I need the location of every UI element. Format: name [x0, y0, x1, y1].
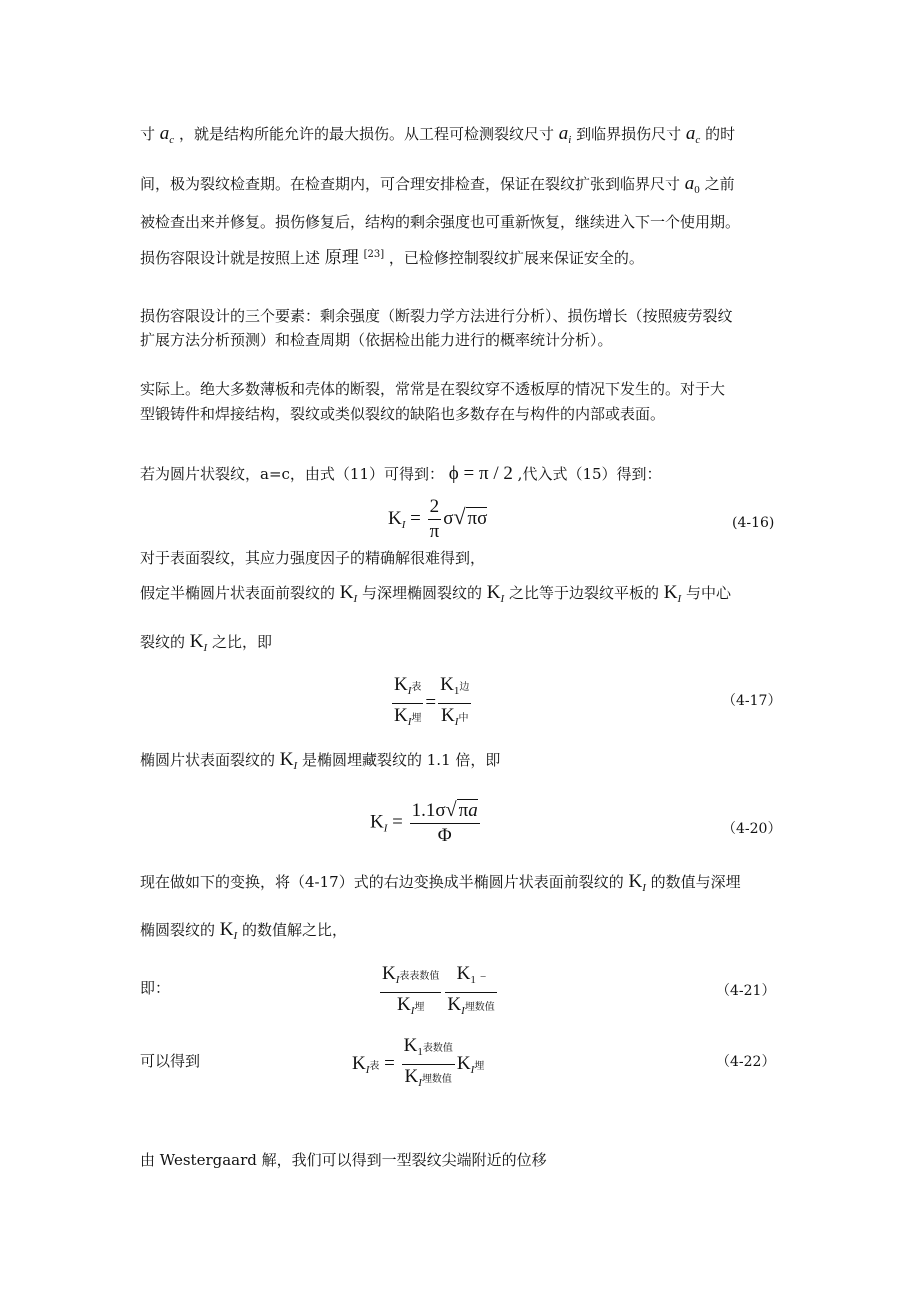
p1-line4: 损伤容限设计就是按照上述 原理 [23] ，已检修控制裂纹扩展来保证安全的。 — [140, 248, 644, 268]
p7-line1: 现在做如下的变换，将（4-17）式的右边变换成半椭圆片状表面前裂纹的 $K_I$ 的数值与深埋 — [140, 871, 741, 894]
eq21-label: 即： — [140, 979, 171, 997]
math-k-i: $K_I$ — [486, 582, 505, 605]
p3-line2: 型锻铸件和焊接结构，裂纹或类似裂纹的缺陷也多数存在与构件的内部或表面。 — [140, 405, 666, 423]
math-k-i: $K_I$ — [339, 582, 358, 605]
equation-number-4-20: （4-20） — [722, 821, 782, 837]
equation-number-4-16: (4-16) — [732, 515, 775, 531]
equation-4-17: $\frac{K_I表}{K_I埋}$ = $\frac{K_1边}{K_I中}$ — [394, 674, 470, 728]
p5-line1: 对于表面裂纹，其应力强度因子的精确解很难得到， — [140, 549, 486, 567]
math-k-i: $K_I$ — [219, 919, 238, 942]
p2-line2: 扩展方法分析预测）和检查周期（依据检出能力进行的概率统计分析）。 — [140, 331, 613, 349]
p8-line: 由 Westergaard 解，我们可以得到一型裂纹尖端附近的位移 — [140, 1151, 547, 1169]
p2-line1: 损伤容限设计的三个要素：剩余强度（断裂力学方法进行分析）、损伤增长（按照疲劳裂纹 — [140, 307, 733, 325]
p1-line1: 寸 $a_c$ ，就是结构所能允许的最大损伤。从工程可检测裂纹尺寸 $a_i$ 到临界损伤尺寸 $a_c$ 的时 — [140, 123, 736, 146]
p4-line1: 若为圆片状裂纹，a=c，由式（11）可得到： ϕ = π / 2 ,代入式（15）得到： — [140, 463, 662, 484]
equation-4-20: $K_I$ = $\frac{1.1\sigma√ \pi a}{\Phi}$ — [370, 799, 478, 846]
math-k-i: $K_I$ — [628, 871, 646, 894]
p1-line2: 间，极为裂纹检查期。在检查期内，可合理安排检查，保证在裂纹扩张到临界尺寸 $a_0$ 之前 — [140, 173, 735, 196]
equation-number-4-17: （4-17） — [722, 693, 782, 709]
math-a-c-2: $a_c$ — [685, 123, 701, 146]
math-a-i: $a_i$ — [558, 123, 572, 146]
p6-line: 椭圆片状表面裂纹的 $K_I$ 是椭圆埋藏裂纹的 1.1 倍，即 — [140, 749, 501, 772]
p5-line3: 裂纹的 $K_I$ 之比，即 — [140, 631, 272, 654]
p7-line2: 椭圆裂纹的 $K_I$ 的数值解之比， — [140, 919, 347, 942]
equation-4-22: $K_I$表 = $\frac{K_1表数值}{K_I埋数值}$ $K_I$埋 — [352, 1035, 485, 1089]
math-k-i: $K_I$ — [663, 582, 682, 605]
equation-number-4-21: （4-21） — [716, 983, 776, 999]
math-a-0: $a_0$ — [684, 173, 700, 196]
math-a-c: $a_c$ — [159, 123, 175, 146]
math-k-i: $K_I$ — [189, 631, 208, 654]
equation-number-4-22: （4-22） — [716, 1054, 776, 1070]
p1-line3: 被检查出来并修复。损伤修复后，结构的剩余强度也可重新恢复，继续进入下一个使用期。 — [140, 213, 741, 231]
equation-4-16: $K_I$ = $\frac{2}{\pi}$ σ√ πσ — [388, 496, 488, 542]
math-k-i: $K_I$ — [279, 749, 298, 772]
equation-4-21: $\frac{K_I表表数值}{K_I埋}$ $\frac{K_1 -}{K_I埋数值}$ — [382, 963, 495, 1017]
p3-line1: 实际上。绝大多数薄板和壳体的断裂，常常是在裂纹穿不透板厚的情况下发生的。对于大 — [140, 380, 726, 398]
eq22-label: 可以得到 — [140, 1052, 201, 1070]
p5-line2: 假定半椭圆片状表面前裂纹的 $K_I$ 与深埋椭圆裂纹的 $K_I$ 之比等于边裂纹平板的 $K_I$ 与中心 — [140, 582, 731, 605]
